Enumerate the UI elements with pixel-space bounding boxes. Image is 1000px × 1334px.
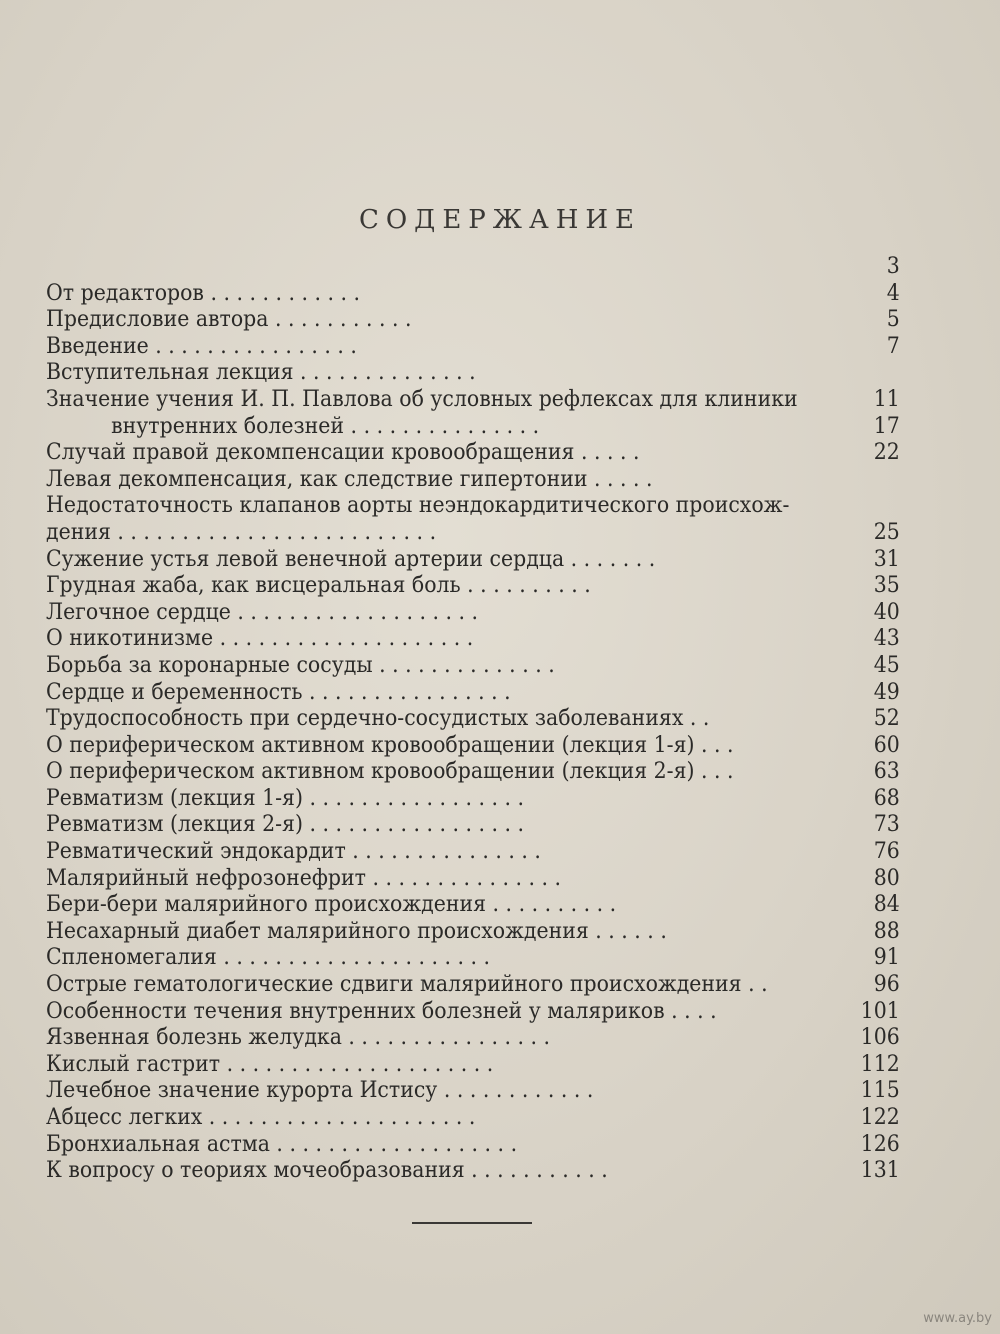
- toc-entry: [46, 1052, 900, 1079]
- toc-entry-title: Острые гематологические сдвиги малярийного происхождения . .: [46, 972, 768, 998]
- toc-entry: [46, 972, 900, 999]
- toc-entry: [46, 626, 900, 653]
- toc-entry: [46, 759, 900, 786]
- toc-entry-page: 60: [873, 732, 900, 758]
- toc-entry: [46, 680, 900, 707]
- toc-entry-title: Ревматический эндокардит . . . . . . . . . . . . . . .: [46, 839, 541, 865]
- toc-entry-title: К вопросу о теориях мочеобразования . . . . . . . . . . .: [46, 1158, 608, 1184]
- toc-entry-title: Случай правой декомпенсации кровообращения . . . . .: [46, 440, 640, 466]
- toc-entry-page: 5: [886, 307, 900, 333]
- toc-entry-page: 45: [873, 652, 900, 678]
- toc-entry: [46, 786, 900, 813]
- toc-entry-title: Ревматизм (лекция 1-я) . . . . . . . . . . . . . . . . .: [46, 785, 525, 811]
- toc-entry-title: Спленомегалия . . . . . . . . . . . . . . . . . . . . .: [46, 945, 490, 971]
- toc-entry-title: Вступительная лекция . . . . . . . . . . . . . .: [46, 360, 476, 386]
- toc-entry-page: 96: [873, 972, 900, 998]
- table-of-contents: [46, 254, 964, 1185]
- toc-entry-title: Малярийный нефрозонефрит . . . . . . . . . . . . . . .: [46, 865, 562, 891]
- toc-entry-page: 22: [873, 440, 900, 466]
- toc-entry: [46, 1158, 900, 1185]
- toc-entry-title: Сердце и беременность . . . . . . . . . . . . . . . .: [46, 679, 511, 705]
- toc-entry: [46, 600, 900, 627]
- toc-entry-page: 91: [873, 945, 900, 971]
- toc-entry: [46, 493, 900, 520]
- toc-entry-page: 68: [873, 785, 900, 811]
- toc-entry: [46, 706, 900, 733]
- toc-entry: [46, 307, 900, 334]
- toc-entry: [46, 520, 900, 547]
- toc-entry-page: 106: [860, 1025, 900, 1051]
- toc-entry: [46, 334, 900, 361]
- toc-entry-title: Борьба за коронарные сосуды . . . . . . . . . . . . . .: [46, 652, 555, 678]
- toc-entry-page: 4: [886, 280, 900, 306]
- toc-entry-page: 76: [873, 839, 900, 865]
- toc-entry-page: 101: [860, 998, 900, 1024]
- toc-entry-page: 131: [860, 1158, 900, 1184]
- toc-entry: [46, 387, 900, 414]
- toc-entry-page: 115: [860, 1078, 900, 1104]
- toc-entry-page: 88: [873, 918, 900, 944]
- toc-entry-page: 52: [873, 706, 900, 732]
- toc-entry: [46, 945, 900, 972]
- toc-entry: [46, 360, 900, 387]
- toc-entry-title: Абцесс легких . . . . . . . . . . . . . . . . . . . . .: [46, 1105, 476, 1130]
- watermark: www.ay.by: [923, 1311, 992, 1326]
- toc-entry-title: Грудная жаба, как висцеральная боль . . . . . . . . . .: [46, 573, 591, 599]
- toc-entry-page: 126: [860, 1131, 900, 1157]
- toc-entry-page: 112: [860, 1051, 900, 1077]
- toc-entry-page: 49: [873, 679, 900, 705]
- toc-entry-page: 11: [873, 386, 900, 412]
- toc-entry: [46, 1025, 900, 1052]
- toc-entry: [46, 733, 900, 760]
- end-rule: [412, 1222, 532, 1224]
- toc-entry: [46, 281, 900, 308]
- toc-entry-page: 3: [886, 254, 900, 279]
- toc-entry-title: Лечебное значение курорта Истису . . . . . . . . . . . .: [46, 1078, 594, 1104]
- toc-entry-title: Сужение устья левой венечной артерии сердца . . . . . . .: [46, 546, 656, 572]
- toc-entry: [46, 547, 900, 574]
- toc-entry: [46, 573, 900, 600]
- page-title: СОДЕРЖАНИЕ: [358, 205, 642, 235]
- toc-entry: [46, 653, 900, 680]
- toc-entry-page: 25: [873, 519, 900, 545]
- toc-entry-page: 63: [873, 759, 900, 785]
- toc-entry-page: 31: [873, 546, 900, 572]
- toc-entry: [46, 919, 900, 946]
- toc-entry: [46, 999, 900, 1026]
- toc-entry-title: Кислый гастрит . . . . . . . . . . . . . . . . . . . . .: [46, 1051, 494, 1077]
- toc-entry-title: Левая декомпенсация, как следствие гипертонии . . . . .: [46, 466, 653, 492]
- toc-entry-title: Предисловие автора . . . . . . . . . . .: [46, 307, 412, 333]
- toc-entry: [46, 812, 900, 839]
- toc-entry: [46, 414, 900, 441]
- toc-entry: [46, 892, 900, 919]
- toc-entry-page: 35: [873, 573, 900, 599]
- toc-entry-title: Легочное сердце . . . . . . . . . . . . . . . . . . .: [46, 599, 478, 625]
- toc-entry-page: 7: [886, 333, 900, 359]
- toc-entry: [46, 1078, 900, 1105]
- toc-entry-page: 17: [873, 413, 900, 439]
- toc-entry-page: 73: [873, 812, 900, 838]
- toc-entry-title: Значение учения И. П. Павлова об условных рефлексах для клиники: [46, 386, 798, 412]
- toc-entry-title: Бери-бери малярийного происхождения . . . . . . . . . .: [46, 892, 617, 918]
- toc-entry-page: 84: [873, 892, 900, 918]
- toc-entry-page: 80: [873, 865, 900, 891]
- toc-entry-title: Недостаточность клапанов аорты неэндокардитического происхож-: [46, 493, 790, 519]
- toc-entry-title: О никотинизме . . . . . . . . . . . . . . . . . . . .: [46, 626, 474, 652]
- toc-entry: [46, 254, 900, 281]
- toc-entry: [46, 1105, 900, 1132]
- toc-entry: [46, 1132, 900, 1159]
- toc-entry: [46, 467, 900, 494]
- toc-entry-title: Введение . . . . . . . . . . . . . . . .: [46, 333, 357, 359]
- toc-entry-title: О периферическом активном кровообращении (лекция 2-я) . . .: [46, 759, 734, 785]
- toc-entry-page: 43: [873, 626, 900, 652]
- toc-entry: [46, 440, 900, 467]
- toc-entry-title: дения . . . . . . . . . . . . . . . . . . . . . . . . .: [46, 519, 437, 545]
- toc-entry-title: От редакторов . . . . . . . . . . . .: [46, 280, 361, 306]
- toc-entry-title: Трудоспособность при сердечно-сосудистых заболеваниях . .: [46, 706, 710, 732]
- toc-entry-page: 40: [873, 599, 900, 625]
- toc-entry-title: Бронхиальная астма . . . . . . . . . . . . . . . . . . .: [46, 1131, 518, 1157]
- toc-entry-title: Особенности течения внутренних болезней у маляриков . . . .: [46, 998, 717, 1024]
- toc-entry-page: 122: [860, 1105, 900, 1130]
- toc-entry: [46, 866, 900, 893]
- toc-entry-title: Несахарный диабет малярийного происхождения . . . . . .: [46, 918, 667, 944]
- toc-entry-title: внутренних болезней . . . . . . . . . . . . . . .: [111, 413, 540, 439]
- toc-entry-title: Язвенная болезнь желудка . . . . . . . . . . . . . . . .: [46, 1025, 551, 1051]
- toc-entry: [46, 839, 900, 866]
- toc-entry-title: Ревматизм (лекция 2-я) . . . . . . . . . . . . . . . . .: [46, 812, 525, 838]
- toc-entry-title: О периферическом активном кровообращении (лекция 1-я) . . .: [46, 732, 734, 758]
